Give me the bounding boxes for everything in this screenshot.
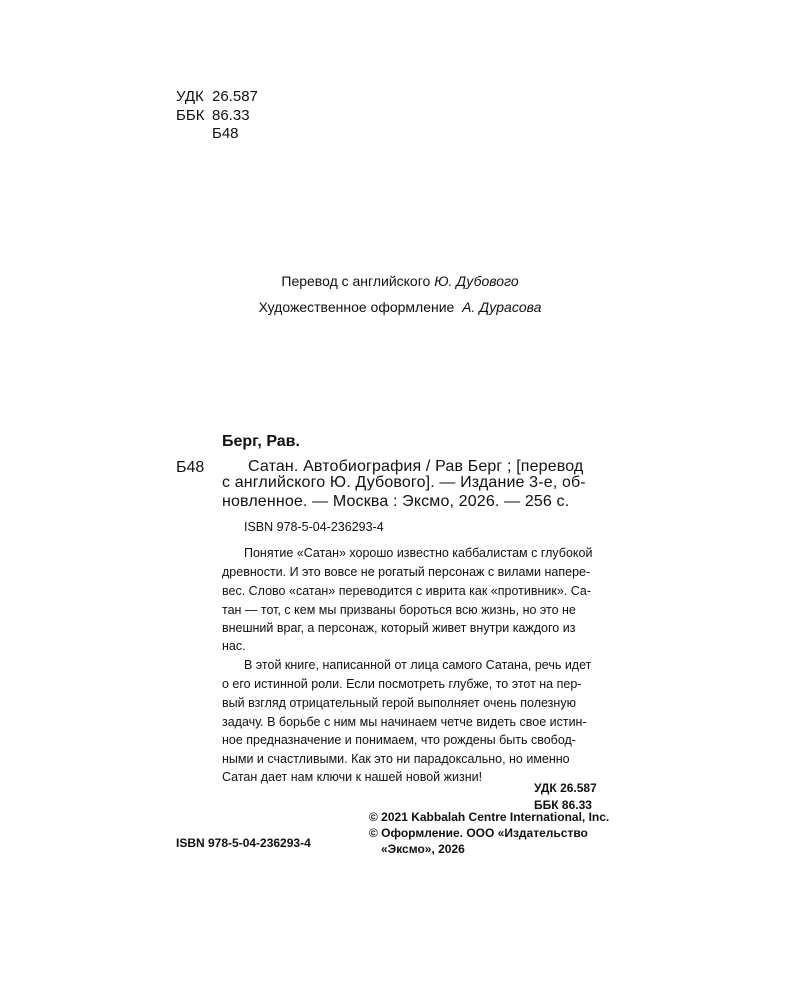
entry-description-line-2: с английского Ю. Дубового]. — Издание 3-е, об- [222,474,586,491]
bbk-value: 86.33 [212,107,250,124]
annotation-line: о его истинной роли. Если посмотреть глубже, то этот на пер- [222,677,582,691]
copyright-line-3: «Эксмо», 2026 [381,842,465,856]
annotation-line: Понятие «Сатан» хорошо известно каббалистам с глубокой [244,546,593,560]
entry-mark: Б48 [176,459,205,476]
copyright-line-1: © 2021 Kabbalah Centre International, Inc. [369,810,610,824]
translation-prefix: Перевод с английского [281,273,431,289]
annotation-line: древности. И это вовсе не рогатый персонаж с вилами напере- [222,565,591,579]
footer-isbn: ISBN 978-5-04-236293-4 [176,836,311,850]
annotation-line: нас. [222,639,246,653]
entry-author: Берг, Рав. [222,433,300,450]
annotation-line: ными и счастливыми. Как это ни парадоксально, но именно [222,752,570,766]
annotation-udk: УДК 26.587 [534,781,597,795]
udk-value: 26.587 [212,88,258,105]
annotation-bbk: ББК 86.33 [534,798,592,812]
entry-description-line-3: новленное. — Москва : Эксмо, 2026. — 256 с. [222,493,570,510]
entry-isbn: ISBN 978-5-04-236293-4 [244,520,384,534]
annotation-line: вес. Слово «сатан» переводится с иврита как «противник». Са- [222,584,592,598]
udk-line [176,87,258,106]
udk-label: УДК [176,88,204,105]
translation-credit [0,273,800,289]
author-mark: Б48 [212,125,239,142]
copyright-line-2: © Оформление. ООО «Издательство [369,826,588,840]
design-credit [0,299,800,315]
entry-description-line-1: Сатан. Автобиография / Рав Берг ; [перевод [248,458,584,475]
design-prefix: Художественное оформление [258,299,455,315]
annotation-line: задачу. В борьбе с ним мы начинаем четче видеть свое истин- [222,715,587,729]
bbk-label: ББК [176,107,205,124]
annotation-line: В этой книге, написанной от лица самого Сатана, речь идет [244,658,592,672]
annotation-line: ное предназначение и понимаем, что рождены быть свобод- [222,733,576,747]
bbk-line [176,106,250,125]
annotation-line: вый взгляд отрицательный герой выполняет очень полезную [222,696,576,710]
annotation-line: Сатан дает нам ключи к нашей новой жизни! [222,770,483,784]
translator-name: Ю. Дубового [434,273,519,289]
annotation-line: внешний враг, а персонаж, который живет внутри каждого из [222,621,576,635]
designer-name: А. Дурасова [462,299,542,315]
annotation-line: тан — тот, с кем мы призваны бороться всю жизнь, но это не [222,603,576,617]
